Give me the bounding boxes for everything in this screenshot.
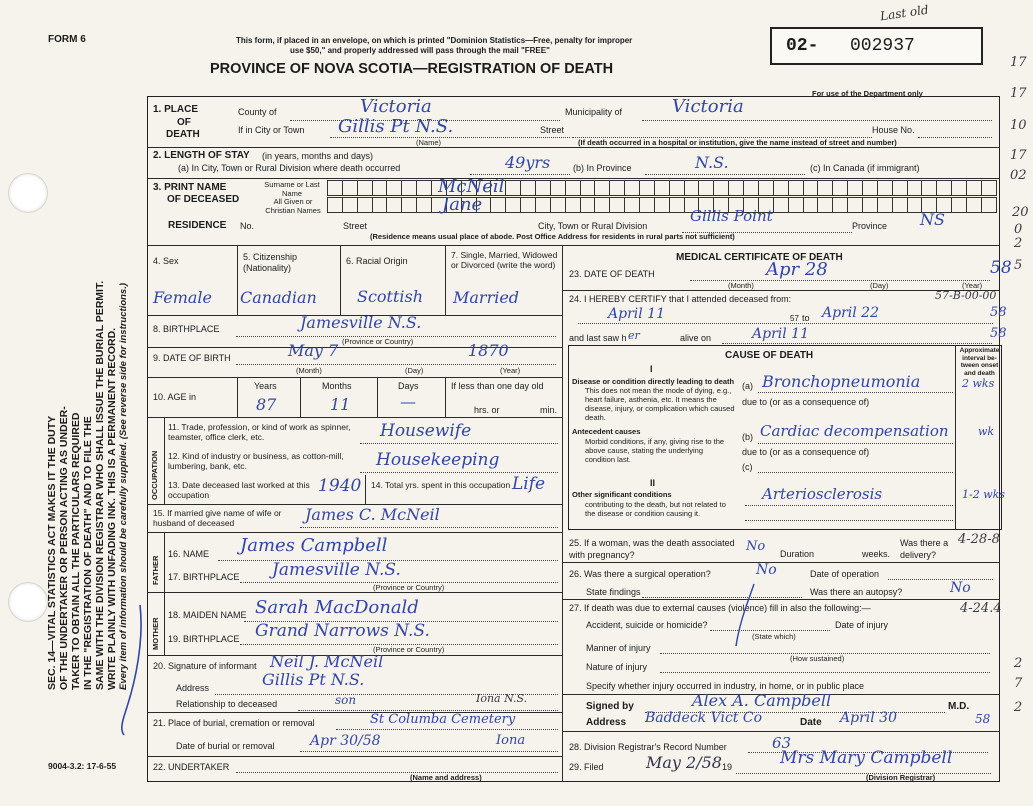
mother-side-label: MOTHER <box>151 617 160 650</box>
industry-value: Housekeeping <box>376 450 500 470</box>
citizenship-value: Canadian <box>240 288 317 307</box>
filed-year: 19 <box>722 762 733 772</box>
dept-use: For use of the Department only <box>812 89 923 98</box>
dob-month-value: May 7 <box>288 341 339 360</box>
top-scribble: Last old <box>879 2 930 24</box>
margin-note-11: 7 <box>1014 676 1023 691</box>
house-no-label: House No. <box>872 125 915 135</box>
name-sublabel: (Name) <box>416 138 442 147</box>
occupation-value: Housewife <box>380 421 472 441</box>
side-instruction-3: TAKER TO OBTAIN ALL THE PARTICULARS REQUIRED <box>70 412 82 690</box>
attend-from-value: April 11 <box>608 306 665 322</box>
registration-prefix: 02- <box>786 36 819 56</box>
last-saw-value: er <box>628 329 640 342</box>
length-b-label: (b) In Province <box>573 163 632 173</box>
dob-year-value: 1870 <box>468 341 509 360</box>
attend-to-value: April 22 <box>822 305 879 321</box>
marital-label: 7. Single, Married, Widowed or Divorced (write the word) <box>451 250 558 270</box>
q23-label: 23. DATE OF DEATH <box>569 269 655 279</box>
burial-date-label: Date of burial or removal <box>176 741 275 751</box>
residence-note: (Residence means usual place of abode. Post Office Address for residents in rural parts not sufficient) <box>370 232 735 241</box>
occupation-side-label: OCCUPATION <box>150 450 159 500</box>
other-interval: 1-2 wks <box>962 488 1005 501</box>
signed-by-label: Signed by <box>586 701 634 712</box>
given-grid <box>327 197 997 213</box>
signed-date-value: April 30 <box>840 710 897 726</box>
relationship-label: Relationship to deceased <box>176 699 278 709</box>
side-instruction-6: WRITE PLAINLY WITH UNFADING INK. THIS IS A PERMANENT RECORD. <box>106 327 118 690</box>
years-label: Years <box>254 381 277 391</box>
margin-note-12: 2 <box>1014 700 1023 715</box>
margin-note-10: 2 <box>1014 656 1023 671</box>
residence-province-label: Province <box>852 221 888 231</box>
q29-label: 29. Filed <box>569 762 604 772</box>
surname-grid <box>327 180 997 196</box>
registration-number: 002937 <box>850 36 915 56</box>
q19-label: 19. BIRTHPLACE <box>168 634 240 644</box>
mother-maiden-value: Sarah MacDonald <box>255 597 419 618</box>
given-value: Jane <box>442 194 483 215</box>
cause-a-value: Bronchopneumonia <box>762 372 921 391</box>
last-worked-value: 1940 <box>318 476 362 496</box>
burial-place-value: St Columba Cemetery <box>370 712 516 727</box>
cause-b-value: Cardiac decompensation <box>760 422 949 440</box>
disease-label: Disease or condition directly leading to death <box>572 377 735 386</box>
street-label: Street <box>540 125 565 135</box>
age-months-value: 11 <box>330 395 351 414</box>
margin-note-3: 10 <box>1010 118 1027 133</box>
disease-note: This does not mean the mode of dying, e.g., heart failure, asthenia, etc. It means the disease, injury, or complication which caused death. <box>585 386 735 422</box>
burial-date-value: Apr 30/58 <box>310 733 381 749</box>
record-number-value: 63 <box>772 734 792 752</box>
hospital-note: (If death occurred in a hospital or institution, give the name instead of street and number) <box>578 138 897 147</box>
q17-label: 17. BIRTHPLACE <box>168 572 240 582</box>
medical-title: MEDICAL CERTIFICATE OF DEATH <box>676 252 843 263</box>
pen-stroke <box>110 600 150 740</box>
q18-label: 18. MAIDEN NAME <box>168 610 247 620</box>
weeks-label: weeks. <box>862 549 891 559</box>
address-label: Address <box>176 683 210 693</box>
margin-note-1: 17 <box>1010 55 1027 70</box>
envelope-note-2: use $50," and properly addressed will pass through the mail "FREE" <box>290 46 550 55</box>
q25-label: 25. If a woman, was the death associated with pregnancy? <box>569 538 735 560</box>
last-saw-label: and last saw h <box>569 333 627 343</box>
q27-label: 27. If death was due to external causes (violence) fill in also the following:— <box>569 603 871 613</box>
margin-note-8: 2 <box>1014 236 1023 251</box>
margin-code-2: 4-24.4 <box>960 601 1002 616</box>
side-instruction-7: Every item of information should be carefully supplied. (See reverse side for instructions.) <box>118 282 129 690</box>
place-of-label: 1. PLACE <box>153 104 199 115</box>
margin-note-6: 20 <box>1012 205 1029 220</box>
father-birthplace-value: Jamesville N.S. <box>272 560 401 580</box>
dob-day-sub: (Day) <box>405 366 424 375</box>
hrs-or-label: hrs. or <box>474 405 500 415</box>
citizenship-label: 5. Citizenship (Nationality) <box>243 252 298 273</box>
surname-label: Surname or Last Name <box>264 180 320 198</box>
age-years-value: 87 <box>256 395 277 414</box>
q15-label: 15. If married give name of wife or husband of deceased <box>153 508 282 528</box>
autopsy-label: Was there an autopsy? <box>810 587 903 597</box>
dob-year-sub: (Year) <box>500 366 521 375</box>
racial-label: 6. Racial Origin <box>346 256 408 266</box>
punch-hole-top <box>8 173 48 213</box>
municipality-label: Municipality of <box>565 107 623 117</box>
delivery-label: Was there a delivery? <box>900 538 949 560</box>
birthplace-sub: (Province or Country) <box>342 337 414 346</box>
cause-title: CAUSE OF DEATH <box>725 350 814 361</box>
margin-note-9: 5 <box>1014 258 1023 273</box>
other-condition-value: Arteriosclerosis <box>762 485 883 503</box>
cause-a-interval: 2 wks <box>962 377 995 390</box>
county-value: Victoria <box>360 96 432 117</box>
father-name-value: James Campbell <box>240 535 388 556</box>
q28-label: 28. Division Registrar's Record Number <box>569 742 727 752</box>
mother-birthplace-value: Grand Narrows N.S. <box>255 621 430 641</box>
pen-stroke-2 <box>730 580 760 650</box>
form-title: PROVINCE OF NOVA SCOTIA—REGISTRATION OF DEATH <box>210 61 614 77</box>
death-label: DEATH <box>166 129 200 140</box>
length-c-label: (c) In Canada (if immigrant) <box>810 163 920 173</box>
side-instruction-2: OF THE UNDERTAKER OR PERSON ACTING AS UNDER- <box>58 406 70 690</box>
footer-code: 9004-3.2: 17-6-55 <box>48 761 117 771</box>
city-town-label: If in City or Town <box>238 125 305 135</box>
due-to-label-2: due to (or as a consequence of) <box>742 447 870 457</box>
margin-note-7: 0 <box>1014 222 1023 237</box>
autopsy-value: No <box>950 580 971 596</box>
age-label: 10. AGE in <box>153 392 197 402</box>
cause-b-marker: (b) <box>742 432 753 442</box>
length-stay-label: 2. LENGTH OF STAY <box>153 150 250 161</box>
min-label: min. <box>540 405 558 415</box>
residence-street-label: Street <box>343 221 368 231</box>
death-year-sub: (Year) <box>962 281 983 290</box>
div-registrar-value: Mrs Mary Campbell <box>780 748 953 768</box>
birthplace-value: Jamesville N.S. <box>300 313 422 332</box>
duration-label: Duration <box>780 549 815 559</box>
envelope-note-1: This form, if placed in an envelope, on which is printed "Dominion Statistics—Free, penalty for improper <box>236 36 633 45</box>
q22-label: 22. UNDERTAKER <box>153 762 230 772</box>
q24-label: 24. I HEREBY CERTIFY that I attended deceased from: <box>569 294 792 304</box>
q16-label: 16. NAME <box>168 549 210 559</box>
alive-on-label: alive on <box>680 333 712 343</box>
months-label: Months <box>322 381 352 391</box>
filed-value: May 2/58 <box>646 753 722 772</box>
length-a-label: (a) In City, Town or Rural Division where death occurred <box>178 163 401 173</box>
spouse-value: James C. McNeil <box>305 505 440 524</box>
racial-value: Scottish <box>357 287 424 306</box>
relationship-value: son <box>335 693 357 707</box>
marital-value: Married <box>453 288 520 307</box>
county-label: County of <box>238 107 277 117</box>
dob-month-sub: (Month) <box>296 366 322 375</box>
mother-prov-sub: (Province or Country) <box>373 645 445 654</box>
q26-label: 26. Was there a surgical operation? <box>569 569 711 579</box>
undertaker-sub: (Name and address) <box>410 773 482 782</box>
signed-date-label: Date <box>800 717 822 728</box>
city-town-value: Gillis Pt N.S. <box>338 116 454 137</box>
length-a-value: 49yrs <box>505 153 551 172</box>
q14-label: 14. Total yrs. spent in this occupation <box>371 480 511 490</box>
antecedent-note: Morbid conditions, if any, giving rise to the above cause, stating the underlying condition last. <box>585 437 725 464</box>
dob-label: 9. DATE OF BIRTH <box>153 353 231 363</box>
antecedent-label: Antecedent causes <box>572 427 641 436</box>
how-sustained-sub: (How sustained) <box>790 654 845 663</box>
days-label: Days <box>398 381 419 391</box>
q21-label: 21. Place of burial, cremation or removal <box>153 718 315 728</box>
sex-label: 4. Sex <box>153 256 179 266</box>
total-years-value: Life <box>512 474 546 494</box>
signed-address-value: Baddeck Vict Co <box>645 710 763 726</box>
age-days-value: — <box>400 392 416 411</box>
less-one-day-label: If less than one day old <box>451 381 544 391</box>
side-instruction-1: SEC. 14—VITAL STATISTICS ACT MAKES IT THE DUTY <box>46 415 58 690</box>
margin-note-2: 17 <box>1010 86 1027 101</box>
death-day-sub: (Day) <box>870 281 889 290</box>
burial-iona-value: Iona <box>496 733 526 748</box>
residence-prov-value: NS <box>920 210 945 229</box>
residence-city-label: City, Town or Rural Division <box>538 221 648 231</box>
father-prov-sub: (Province or Country) <box>373 583 445 592</box>
of-deceased-label: OF DECEASED <box>167 194 240 205</box>
of-label: OF <box>177 117 191 128</box>
due-to-label-1: due to (or as a consequence of) <box>742 397 870 407</box>
md-label: M.D. <box>948 701 970 712</box>
iona-note: Iona N.S. <box>476 692 528 705</box>
punch-hole-bottom <box>8 582 48 622</box>
nature-label: Nature of injury <box>586 662 648 672</box>
print-name-label: 3. PRINT NAME <box>153 182 227 193</box>
father-side-label: FATHER <box>151 555 160 585</box>
length-stay-hint: (in years, months and days) <box>262 151 374 161</box>
cause-a-marker: (a) <box>742 381 753 391</box>
specify-label: Specify whether injury occurred in industry, in home, or in public place <box>586 681 864 691</box>
surgery-value: No <box>756 562 777 578</box>
pregnancy-value: No <box>746 539 766 554</box>
q11-label: 11. Trade, profession, or kind of work as spinner, teamster, office clerk, etc. <box>168 422 351 442</box>
interval-head: Approximate interval be-tween onset and death <box>959 347 1000 377</box>
alive-on-value: April 11 <box>752 326 809 342</box>
given-label: All Given or Christian Names <box>265 197 321 215</box>
death-year-value: 58 <box>990 258 1012 278</box>
attend-to-year: 58 <box>990 305 1007 320</box>
q13-label: 13. Date deceased last worked at this occupation <box>168 480 310 500</box>
residence-label: RESIDENCE <box>168 220 227 231</box>
q20-label: 20. Signature of informant <box>153 661 257 671</box>
cause-c-marker: (c) <box>742 462 753 472</box>
alive-year: 58 <box>990 326 1007 341</box>
side-instruction-4: IN THE "REGISTRATION OF DEATH" AND TO FILE THE <box>82 416 94 690</box>
to-label: to <box>802 313 810 323</box>
state-findings-label: State findings <box>586 587 641 597</box>
roman-1: I <box>650 364 653 374</box>
top-note: 57-B-00-00 <box>935 289 997 302</box>
roman-2: II <box>650 478 656 488</box>
date-op-label: Date of operation <box>810 569 880 579</box>
manner-label: Manner of injury <box>586 643 651 653</box>
residence-no-label: No. <box>240 221 255 231</box>
surname-value: McNeil <box>438 176 505 197</box>
cause-b-interval: wk <box>978 425 995 438</box>
residence-div-value: Gillis Point <box>690 207 773 225</box>
div-registrar-sub: (Division Registrar) <box>866 773 936 782</box>
signed-by-value: Alex A. Campbell <box>692 691 832 710</box>
municipality-value: Victoria <box>672 96 744 117</box>
birthplace-label: 8. BIRTHPLACE <box>153 324 220 334</box>
q12-label: 12. Kind of industry or business, as cotton-mill, lumbering, bank, etc. <box>168 451 344 471</box>
side-instruction-5: SAME WITH THE DIVISION REGISTRAR WHO SHALL ISSUE THE BURIAL PERMIT. <box>94 280 106 690</box>
informant-value: Neil J. McNeil <box>270 652 384 671</box>
length-b-value: N.S. <box>695 153 729 172</box>
other-sig-label: Other significant conditions <box>572 490 672 499</box>
sex-value: Female <box>153 288 212 307</box>
signed-year: 58 <box>975 712 991 726</box>
form-number: FORM 6 <box>48 34 86 45</box>
signed-address-label: Address <box>586 717 627 728</box>
death-date-value: Apr 28 <box>766 259 828 280</box>
state-which-sub: (State which) <box>752 632 796 641</box>
margin-code-value: 4-28-8 <box>958 532 1000 547</box>
date-injury-label: Date of injury <box>835 620 889 630</box>
informant-address-value: Gillis Pt N.S. <box>262 670 365 689</box>
margin-note-5: 02 <box>1010 168 1027 183</box>
death-month-sub: (Month) <box>728 281 754 290</box>
margin-note-4: 17 <box>1010 148 1027 163</box>
other-note: contributing to the death, but not related to the disease or condition causing it. <box>585 500 726 518</box>
accident-label: Accident, suicide or homicide? <box>586 620 708 630</box>
attend-from-year: 57 <box>790 314 799 323</box>
